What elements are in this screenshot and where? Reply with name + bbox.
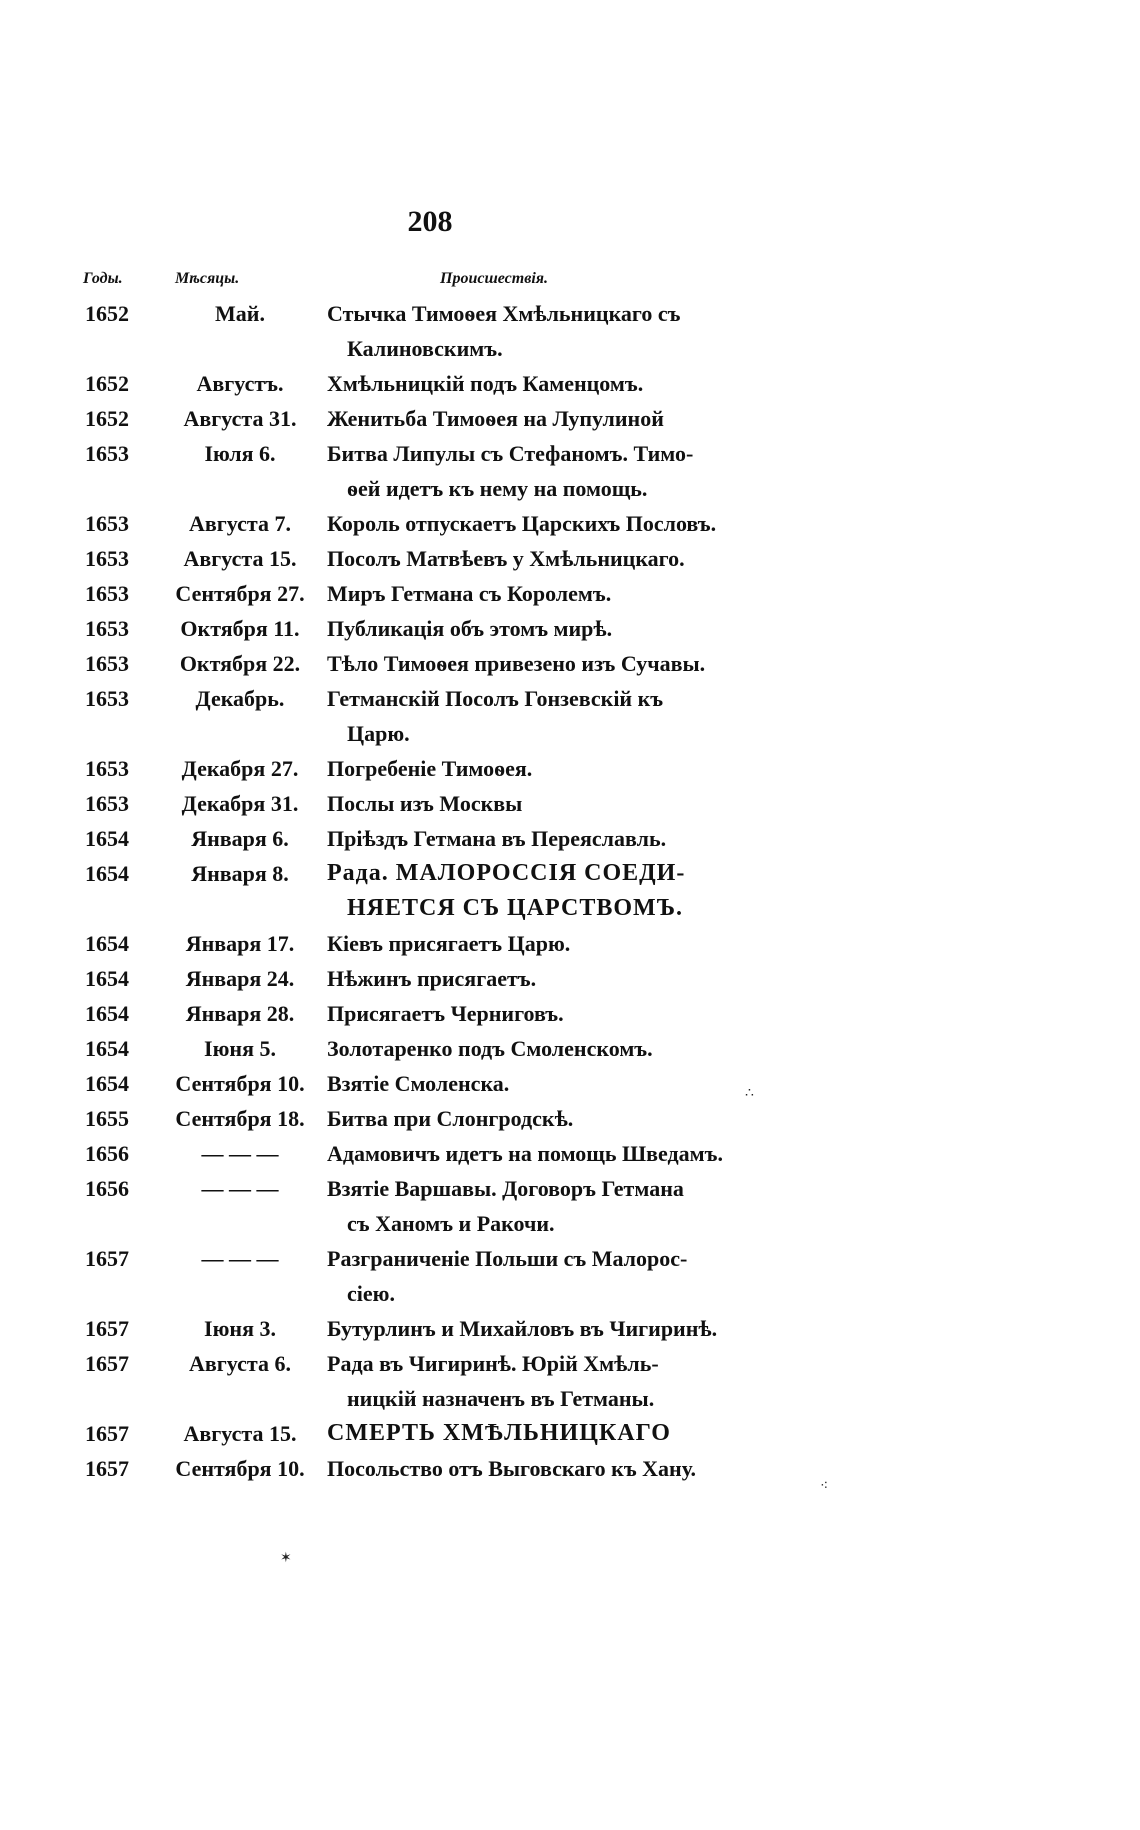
event-line: Тѣло Тимоѳея привезено изъ Сучавы. [327,651,706,676]
event-line: Посольство отъ Выговскаго къ Хану. [327,1456,697,1481]
table-row [0,1136,1140,1171]
row-year: 1653 [85,791,129,816]
row-month: Декабрь. [195,686,285,711]
table-row [0,681,1140,751]
ink-speck: ∴ [745,1085,754,1101]
row-month: Августа 7. [189,511,291,536]
event-line: Рада въ Чигиринѣ. Юрій Хмѣль- [327,1351,659,1376]
row-event [327,436,797,506]
row-year: 1654 [85,1071,129,1096]
row-month: Іюля 6. [204,441,276,466]
event-line: сіею. [347,1281,395,1306]
row-year: 1653 [85,546,129,571]
row-year: 1653 [85,511,129,536]
table-row [0,576,1140,611]
row-month: Май. [215,301,265,326]
event-line: Женитьба Тимоѳея на Лупулиной [327,406,664,431]
table-row [0,1171,1140,1241]
table-row [0,751,1140,786]
row-year: 1652 [85,406,129,431]
event-line: Кіевъ присягаетъ Царю. [327,931,571,956]
event-line: Погребеніе Тимоѳея. [327,756,533,781]
row-event [327,366,797,401]
event-line: Адамовичъ идетъ на помощь Шведамъ. [327,1141,723,1166]
row-event [327,541,797,576]
event-line: Миръ Гетмана съ Королемъ. [327,581,612,606]
row-event [327,576,797,611]
row-month: Января 28. [185,1001,295,1026]
event-line: Хмѣльницкій подъ Каменцомъ. [327,371,644,396]
row-event [327,1101,797,1136]
event-line: СМЕРТЬ ХМѢЛЬНИЦКАГО [327,1420,671,1446]
table-row [0,1101,1140,1136]
row-year: 1652 [85,301,129,326]
table-row [0,646,1140,681]
row-month: Августа 31. [183,406,297,431]
event-line: Битва Липулы съ Стефаномъ. Тимо- [327,441,694,466]
event-line: съ Ханомъ и Ракочи. [347,1211,555,1236]
row-month: Сентября 27. [175,581,305,606]
row-month: Іюня 3. [204,1316,276,1341]
row-event [327,996,797,1031]
event-line: ѳей идетъ къ нему на помощь. [347,476,648,501]
row-month: — — — [201,1246,279,1271]
row-year: 1652 [85,371,129,396]
row-year: 1653 [85,686,129,711]
event-line: Взятіе Варшавы. Договоръ Гетмана [327,1176,684,1201]
row-year: 1654 [85,1036,129,1061]
table-row [0,996,1140,1031]
row-event [327,1311,797,1346]
row-event [327,1136,797,1171]
row-month: Сентября 10. [175,1071,305,1096]
row-year: 1654 [85,861,129,886]
row-year: 1656 [85,1176,129,1201]
row-month: Августа 15. [183,1421,297,1446]
row-month: Сентября 10. [175,1456,305,1481]
row-event [327,961,797,996]
row-event [327,296,797,366]
row-year: 1654 [85,826,129,851]
table-row [0,1346,1140,1416]
event-line: Король отпускаетъ Царскихъ Пословъ. [327,511,717,536]
row-month: Сентября 18. [175,1106,305,1131]
event-line: Нѣжинъ присягаетъ. [327,966,537,991]
event-line: Бутурлинъ и Михайловъ въ Чигиринѣ. [327,1316,718,1341]
ink-speck: ⁖ [820,1478,829,1494]
header-year: Годы. [83,270,123,287]
row-year: 1657 [85,1456,129,1481]
row-month: Января 8. [191,861,289,886]
row-month: Января 17. [185,931,295,956]
table-row [0,786,1140,821]
chronology-table [0,296,1140,1486]
event-line: Разграниченіе Польши съ Малорос- [327,1246,688,1271]
row-event [327,821,797,856]
table-row [0,961,1140,996]
row-month: Декабря 31. [181,791,299,816]
row-month: Декабря 27. [181,756,299,781]
row-year: 1653 [85,616,129,641]
row-year: 1654 [85,966,129,991]
table-row [0,1451,1140,1486]
event-line: Стычка Тимоѳея Хмѣльницкаго съ [327,301,681,326]
row-year: 1657 [85,1246,129,1271]
table-row [0,541,1140,576]
table-row [0,1241,1140,1311]
row-event [327,926,797,961]
row-month: Октября 22. [179,651,301,676]
row-event [327,786,797,821]
table-row [0,296,1140,366]
table-row [0,821,1140,856]
row-month: Января 6. [191,826,289,851]
table-row [0,401,1140,436]
table-row [0,1311,1140,1346]
table-row [0,611,1140,646]
row-event [327,506,797,541]
event-line: НЯЕТСЯ СЪ ЦАРСТВОМЪ. [347,895,684,921]
row-month: Августа 6. [189,1351,291,1376]
row-year: 1653 [85,756,129,781]
row-event [327,681,797,751]
row-month: Октября 11. [180,616,300,641]
row-year: 1653 [85,581,129,606]
table-row [0,926,1140,961]
row-year: 1656 [85,1141,129,1166]
event-line: Посолъ Матвѣевъ у Хмѣльницкаго. [327,546,685,571]
row-month: Іюня 5. [204,1036,276,1061]
column-headers [0,270,1140,294]
row-year: 1657 [85,1351,129,1376]
table-row [0,856,1140,926]
event-line: Присягаетъ Черниговъ. [327,1001,564,1026]
table-row [0,366,1140,401]
row-month: — — — [201,1141,279,1166]
table-row [0,506,1140,541]
row-year: 1654 [85,1001,129,1026]
event-line: Калиновскимъ. [347,336,503,361]
row-event [327,1346,797,1416]
row-month: — — — [201,1176,279,1201]
event-line: Царю. [347,721,410,746]
row-event [327,1171,797,1241]
table-row [0,1416,1140,1451]
row-year: 1653 [85,651,129,676]
event-line: Послы изъ Москвы [327,791,523,816]
ink-speck: ✶ [280,1550,292,1566]
event-line: Битва при Слонгродскѣ. [327,1106,574,1131]
table-row [0,1031,1140,1066]
row-event [327,401,797,436]
header-event: Происшествія. [440,270,549,287]
row-year: 1657 [85,1316,129,1341]
event-line: Гетманскій Посолъ Гонзевскій къ [327,686,664,711]
event-line: ницкій назначенъ въ Гетманы. [347,1386,655,1411]
row-year: 1655 [85,1106,129,1131]
event-line: Золотаренко подъ Смоленскомъ. [327,1036,653,1061]
row-event [327,1451,797,1486]
row-year: 1653 [85,441,129,466]
row-year: 1654 [85,931,129,956]
row-event [327,611,797,646]
row-month: Августъ. [196,371,284,396]
row-event [327,1031,797,1066]
row-event [327,751,797,786]
row-event [327,1416,797,1451]
event-line: Рада. МАЛОРОССІЯ СОЕДИ- [327,860,686,886]
row-event [327,1066,797,1101]
page-number: 208 [407,205,453,238]
row-event [327,646,797,681]
row-year: 1657 [85,1421,129,1446]
row-event [327,856,797,926]
event-line: Взятіе Смоленска. [327,1071,510,1096]
header-month: Мѣсяцы. [175,270,240,287]
event-line: Пріѣздъ Гетмана въ Переяславль. [327,826,667,851]
row-month: Августа 15. [183,546,297,571]
event-line: Публикація объ этомъ мирѣ. [327,616,613,641]
table-row [0,436,1140,506]
row-month: Января 24. [185,966,295,991]
table-row [0,1066,1140,1101]
row-event [327,1241,797,1311]
